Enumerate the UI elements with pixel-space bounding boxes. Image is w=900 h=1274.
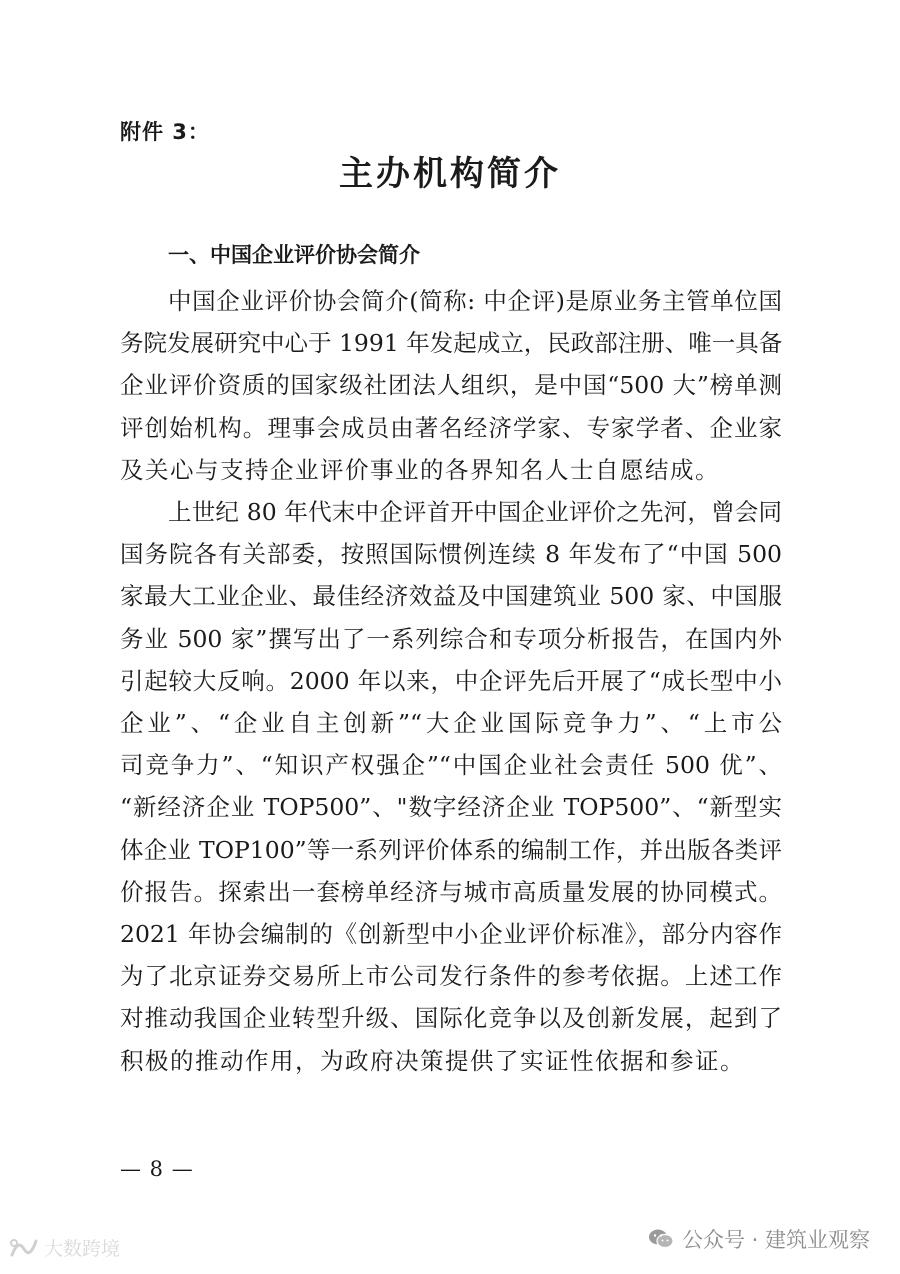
page-title: 主办机构简介 [339,154,561,194]
text-line: 企业评价资质的国家级社团法人组织，是中国“500 大”榜单测 [120,371,782,400]
text-line: “新经济企业 TOP500”、"数字经济企业 TOP500”、“新型实 [120,793,782,822]
watermark-text: 公众号 · 建筑业观察 [681,1228,870,1252]
text-line: 企业”、“企业自主创新”“大企业国际竞争力”、“上市公 [120,709,782,737]
page-number: — 8 — [120,1157,194,1181]
text-line: 积极的推动作用，为政府决策提供了实证性依据和参证。 [120,1046,745,1075]
text-line: 务院发展研究中心于 1991 年发起成立，民政部注册、唯一具备 [120,329,783,358]
text-line: 国务院各有关部委，按照国际惯例连续 8 年发布了“中国 500 [120,540,782,569]
brand-logo-icon [8,1235,40,1261]
text-line: 评创始机构。理事会成员由著名经济学家、专家学者、企业家 [120,413,782,442]
text-line: 家最大工业企业、最佳经济效益及中国建筑业 500 家、中国服 [120,582,782,611]
text-line: 司竞争力”、“知识产权强企”“中国企业社会责任 500 优”、 [120,751,782,780]
text-line: 务业 500 家”撰写出了一系列综合和专项分析报告，在国内外 [120,624,782,653]
text-line: 及关心与支持企业评价事业的各界知名人士自愿结成。 [120,455,720,484]
text-line: 上世纪 80 年代末中企评首开中国企业评价之先河，曾会同 [168,498,782,526]
text-line: 体企业 TOP100”等一系列评价体系的编制工作，并出版各类评 [120,835,782,864]
brand-text: 大数跨境 [44,1238,121,1260]
text-line: 引起较大反响。2000 年以来，中企评先后开展了“成长型中小 [120,666,782,695]
watermark [648,1224,870,1254]
brand-mark [8,1234,120,1261]
text-line: 中国企业评价协会简介(简称: 中企评)是原业务主管单位国 [168,287,782,315]
text-line: 对推动我国企业转型升级、国际化竞争以及创新发展，起到了 [120,1004,782,1033]
attachment-label: 附件 3： [120,120,210,144]
text-line: 价报告。探索出一套榜单经济与城市高质量发展的协同模式。 [120,877,782,906]
text-line: 2021 年协会编制的《创新型中小企业评价标准》，部分内容作 [120,920,782,948]
section-heading: 一、中国企业评价协会简介 [168,243,420,267]
text-line: 为了北京证券交易所上市公司发行条件的参考依据。上述工作 [120,962,782,991]
wechat-icon [648,1228,674,1250]
